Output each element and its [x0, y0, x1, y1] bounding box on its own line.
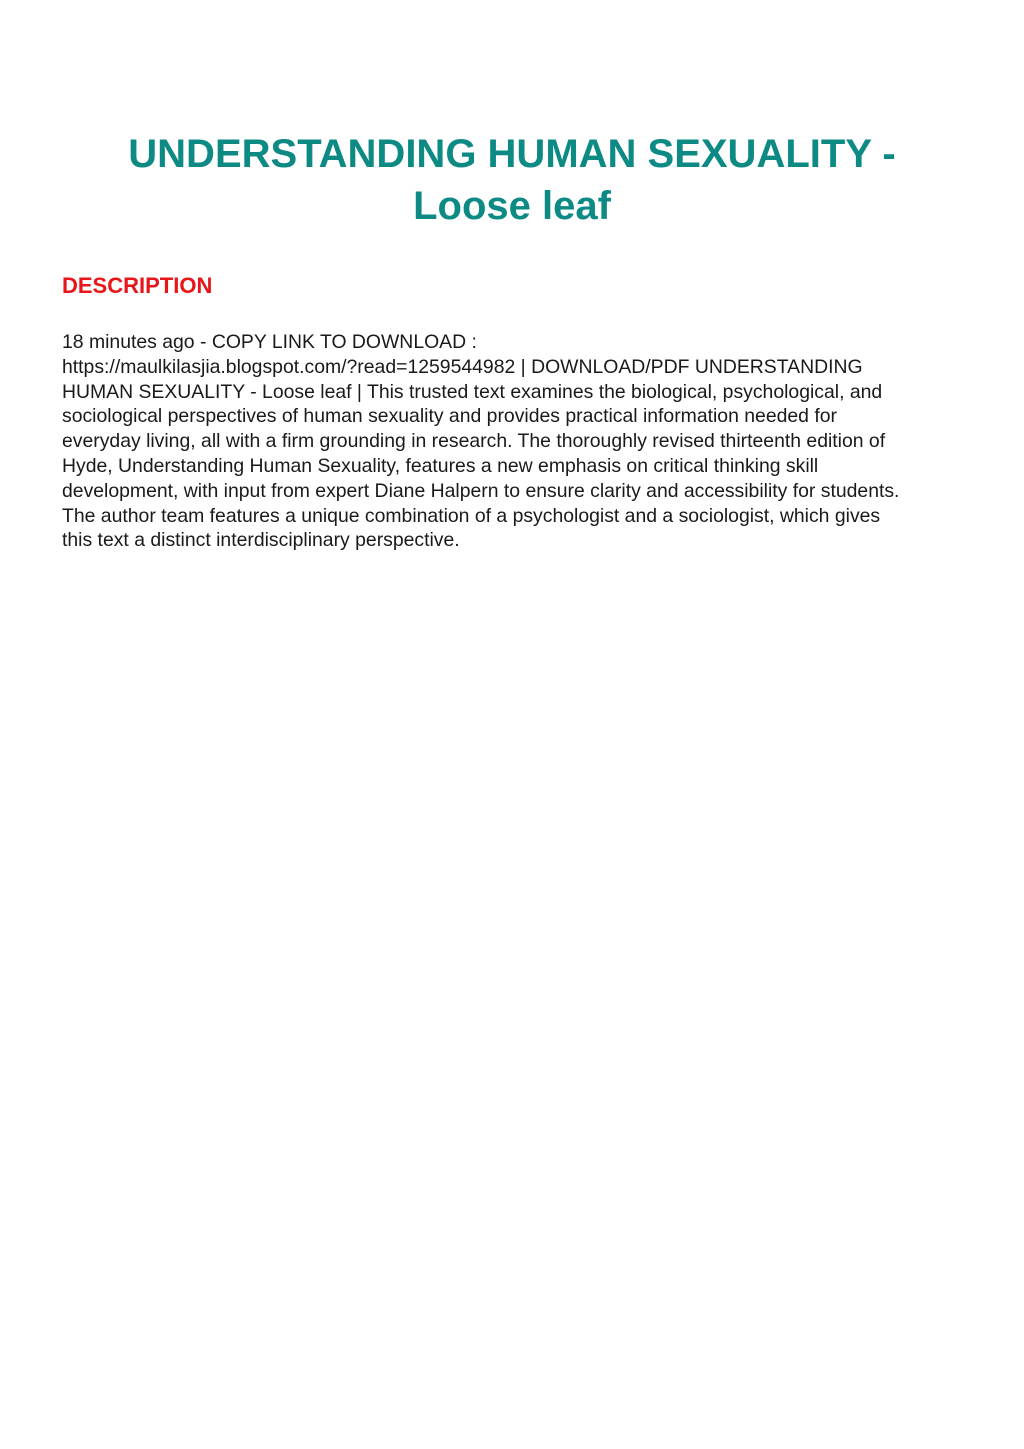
- description-line: sociological perspectives of human sexuality and provides practical information needed for: [62, 405, 837, 428]
- document-title-line-1: UNDERSTANDING HUMAN SEXUALITY -: [128, 132, 896, 176]
- document-title: [60, 128, 964, 232]
- description-text: [62, 330, 962, 553]
- description-line: everyday living, all with a firm grounding in research. The thoroughly revised thirteenth edition of: [62, 430, 886, 453]
- description-line: 18 minutes ago - COPY LINK TO DOWNLOAD :: [62, 331, 477, 353]
- description-line: https://maulkilasjia.blogspot.com/?read=1259544982 | DOWNLOAD/PDF UNDERSTANDING: [62, 355, 863, 378]
- description-line: The author team features a unique combination of a psychologist and a sociologist, which gives: [62, 504, 881, 527]
- description-line: development, with input from expert Diane Halpern to ensure clarity and accessibility for students.: [62, 479, 900, 502]
- description-line: HUMAN SEXUALITY - Loose leaf | This trusted text examines the biological, psychological, and: [62, 380, 883, 403]
- description-heading: DESCRIPTION: [62, 273, 213, 298]
- document-title-line-2: Loose leaf: [413, 184, 611, 228]
- description-line: this text a distinct interdisciplinary perspective.: [62, 529, 460, 552]
- description-line: Hyde, Understanding Human Sexuality, features a new emphasis on critical thinking skill: [62, 454, 819, 477]
